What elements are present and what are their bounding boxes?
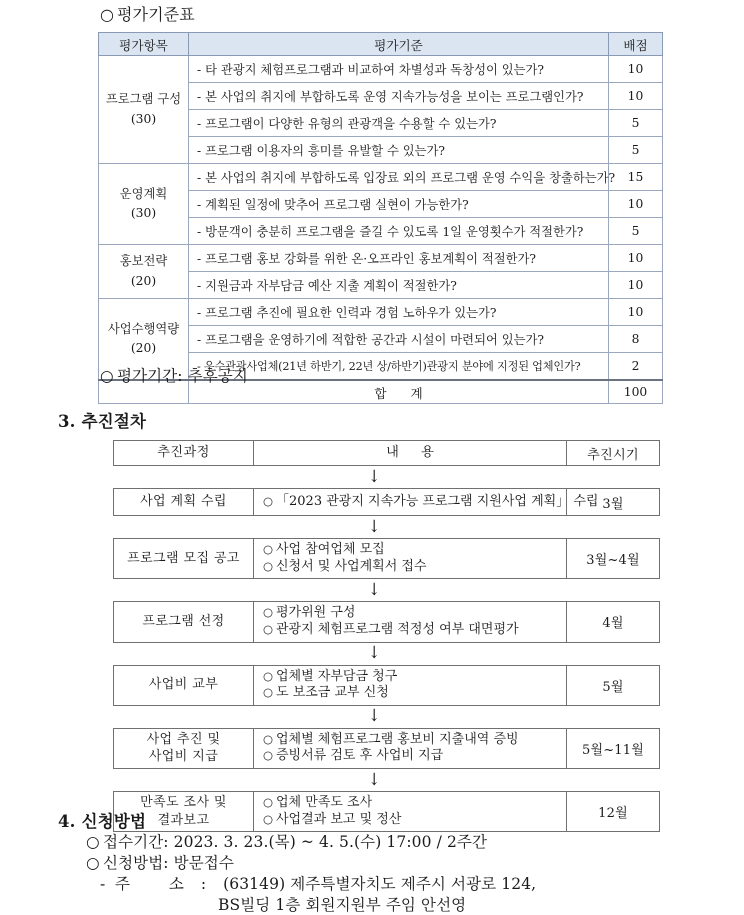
flow-process-line: 사업비 지급	[148, 749, 219, 765]
flow-col-process: 추진과정	[114, 441, 254, 465]
section-4-number: 4.	[58, 812, 76, 831]
criteria-standard-cell: - 프로그램 홍보 강화를 위한 온·오프라인 홍보계획이 적절한가?	[189, 245, 609, 272]
flow-content-cell	[254, 539, 567, 578]
section-3-heading	[58, 408, 146, 432]
flow-process-line: 사업 계획 수립	[140, 494, 227, 510]
flow-down-arrow-icon: ↓	[368, 643, 381, 663]
dash-bullet-icon: -	[100, 875, 106, 893]
circle-bullet-icon: ○	[263, 731, 274, 746]
address-text-1: (63149) 제주특별자치도 제주시 서광로 124,	[223, 875, 537, 893]
criteria-col-standard: 평가기준	[189, 33, 609, 56]
criteria-item-total: (30)	[130, 206, 157, 220]
section-3-number: 3.	[58, 412, 76, 431]
circle-bullet-icon: ○	[263, 558, 274, 573]
flow-process-line: 프로그램 모집 공고	[127, 550, 240, 566]
criteria-score-cell: 5	[609, 110, 663, 137]
criteria-row	[99, 245, 663, 272]
criteria-standard-cell: - 본 사업의 취지에 부합하도록 운영 지속가능성을 보이는 프로그램인가?	[189, 83, 609, 110]
flow-content-line: ○ 업체별 자부담금 청구	[263, 668, 398, 684]
flow-time-cell: 12월	[598, 806, 628, 822]
criteria-standard-cell: - 계획된 일정에 맞추어 프로그램 실현이 가능한가?	[189, 191, 609, 218]
flow-process-line: 사업 추진 및	[146, 731, 221, 747]
criteria-score-cell: 10	[609, 299, 663, 326]
application-period-line	[86, 830, 487, 852]
flow-down-arrow-icon: ↓	[368, 516, 381, 537]
flow-content-cell	[254, 666, 567, 705]
criteria-item-cell	[99, 56, 189, 164]
criteria-table-title-text: 평가기준표	[117, 5, 195, 24]
flow-time-cell: 3월~4월	[586, 553, 640, 569]
criteria-row	[99, 164, 663, 191]
flow-content-line: ○ 증빙서류 검토 후 사업비 지급	[263, 748, 444, 764]
flow-process-line: 만족도 조사 및	[140, 795, 227, 811]
flow-row	[113, 728, 660, 769]
flow-content-cell	[254, 792, 567, 831]
flow-content-line: ○ 업체 만족도 조사	[263, 795, 373, 810]
flow-content-line: ○ 사업 참여업체 모집	[263, 542, 385, 557]
circle-bullet-icon: ○	[86, 833, 100, 851]
criteria-item-name: 운영계획	[119, 186, 168, 201]
criteria-item-total: (30)	[130, 111, 157, 126]
criteria-standard-cell: - 본 사업의 취지에 부합하도록 입장료 외의 프로그램 운영 수익을 창출하는가?	[189, 164, 609, 191]
flow-down-arrow-icon: ↓	[368, 769, 381, 790]
flow-col-content	[254, 441, 567, 465]
circle-bullet-icon: ○	[263, 605, 274, 620]
criteria-score-cell: 2	[609, 353, 663, 381]
flow-body	[113, 466, 660, 832]
flow-content-line: ○ 도 보조금 교부 신청	[263, 685, 389, 701]
criteria-col-item: 평가항목	[99, 33, 189, 56]
flow-down-arrow-icon: ↓	[368, 579, 381, 600]
flow-process-line: 사업비 교부	[148, 677, 219, 693]
criteria-score-cell: 10	[609, 83, 663, 110]
flow-header-row	[113, 440, 660, 466]
application-period-text: 접수기간: 2023. 3. 23.(목) ~ 4. 5.(수) 17:00 / 2주간	[103, 833, 488, 851]
circle-bullet-icon: ○	[100, 5, 115, 24]
criteria-table-body	[99, 56, 663, 404]
flow-content-line: ○ 평가위원 구성	[263, 605, 356, 621]
circle-bullet-icon: ○	[263, 748, 274, 763]
circle-bullet-icon: ○	[263, 668, 274, 683]
flow-row	[113, 488, 660, 516]
criteria-total-score: 100	[609, 380, 663, 404]
criteria-standard-cell: - 프로그램 추진에 필요한 인력과 경험 노하우가 있는가?	[189, 299, 609, 326]
flow-col-content-label: 내 용	[386, 444, 443, 460]
flow-row	[113, 791, 660, 832]
flow-content-cell	[254, 729, 567, 768]
flow-content-line: ○ 「2023 관광지 지속가능 프로그램 지원사업 계획」 수립	[263, 493, 599, 509]
flow-process-cell	[114, 602, 254, 641]
address-text-2: BS빌딩 1층 회원지원부 주임 안선영	[218, 896, 467, 914]
flow-process-cell	[114, 729, 254, 768]
criteria-table	[98, 32, 663, 404]
criteria-table-title	[100, 4, 195, 26]
circle-bullet-icon: ○	[263, 621, 274, 636]
flow-process-cell	[114, 539, 254, 578]
criteria-score-cell: 10	[609, 272, 663, 299]
eval-period-line	[100, 366, 248, 387]
application-address-line-2	[218, 893, 466, 915]
flow-content-cell	[254, 489, 599, 515]
flow-content-cell	[254, 602, 567, 641]
criteria-item-name: 사업수행역량	[107, 321, 180, 336]
criteria-standard-cell: - 지원금과 자부담금 예산 지출 계획이 적절한가?	[189, 272, 609, 299]
circle-bullet-icon: ○	[263, 685, 274, 700]
criteria-row	[99, 56, 663, 83]
application-method-line	[86, 851, 234, 873]
criteria-score-cell: 5	[609, 218, 663, 245]
flow-content-line: ○ 사업결과 보고 및 정산	[263, 811, 402, 827]
flow-row	[113, 538, 660, 579]
flow-time-cell: 5월~11월	[581, 742, 645, 758]
process-flow-table	[113, 440, 660, 832]
criteria-standard-cell: - 프로그램 이용자의 흥미를 유발할 수 있는가?	[189, 137, 609, 164]
criteria-standard-cell: - 프로그램이 다양한 유형의 관광객을 수용할 수 있는가?	[189, 110, 609, 137]
section-4-title: 신청방법	[81, 812, 147, 831]
circle-bullet-icon: ○	[263, 811, 274, 826]
address-label: 주 소:	[115, 875, 224, 893]
criteria-item-cell	[99, 245, 189, 299]
circle-bullet-icon: ○	[263, 795, 274, 809]
criteria-score-cell: 8	[609, 326, 663, 353]
criteria-item-total: (20)	[130, 341, 157, 355]
circle-bullet-icon: ○	[263, 493, 274, 508]
flow-time-cell: 5월	[602, 679, 624, 695]
flow-down-arrow-icon: ↓	[368, 706, 381, 727]
circle-bullet-icon: ○	[100, 367, 114, 385]
criteria-standard-cell: - 프로그램을 운영하기에 적합한 공간과 시설이 마련되어 있는가?	[189, 326, 609, 353]
criteria-row	[99, 299, 663, 326]
criteria-item-cell	[99, 164, 189, 245]
flow-row	[113, 601, 660, 642]
criteria-item-name: 프로그램 구성	[105, 92, 182, 107]
eval-period-text: 평가기간: 추후공지	[117, 367, 248, 385]
flow-process-cell	[114, 489, 254, 515]
section-4-heading	[58, 808, 146, 832]
circle-bullet-icon: ○	[263, 542, 274, 556]
criteria-standard-cell: - 우수관광사업체(21년 하반기, 22년 상/하반기)관광지 분야에 지정된 업체인가?	[189, 353, 609, 381]
flow-content-line: ○ 업체별 체험프로그램 홍보비 지출내역 증빙	[263, 731, 519, 747]
criteria-score-cell: 10	[609, 245, 663, 272]
criteria-item-total: (20)	[130, 273, 157, 288]
flow-process-line: 프로그램 선정	[142, 614, 225, 630]
circle-bullet-icon: ○	[86, 854, 100, 872]
flow-time-cell: 4월	[602, 616, 624, 632]
flow-content-line: ○ 관광지 체험프로그램 적정성 여부 대면평가	[263, 621, 519, 637]
section-3-title: 추진절차	[81, 412, 147, 431]
criteria-item-name: 홍보전략	[119, 254, 168, 269]
flow-process-line: 결과보고	[157, 812, 210, 828]
criteria-score-cell: 5	[609, 137, 663, 164]
criteria-standard-cell: - 방문객이 충분히 프로그램을 즐길 수 있도록 1일 운영횟수가 적절한가?	[189, 218, 609, 245]
flow-down-arrow-icon: ↓	[368, 466, 381, 487]
application-address-line-1	[100, 872, 536, 894]
flow-content-line: ○ 신청서 및 사업계획서 접수	[263, 558, 427, 574]
flow-col-time: 추진시기	[587, 447, 639, 463]
criteria-score-cell: 10	[609, 191, 663, 218]
criteria-table-header-row	[99, 33, 663, 56]
application-method-text: 신청방법: 방문접수	[103, 854, 234, 872]
criteria-total-label: 합 계	[189, 380, 609, 404]
flow-time-cell: 3월	[602, 496, 624, 512]
criteria-score-cell: 15	[609, 164, 663, 191]
criteria-score-cell: 10	[609, 56, 663, 83]
flow-process-cell	[114, 666, 254, 705]
flow-row	[113, 665, 660, 706]
criteria-col-score: 배점	[609, 33, 663, 56]
criteria-standard-cell: - 타 관광지 체험프로그램과 비교하여 차별성과 독창성이 있는가?	[189, 56, 609, 83]
